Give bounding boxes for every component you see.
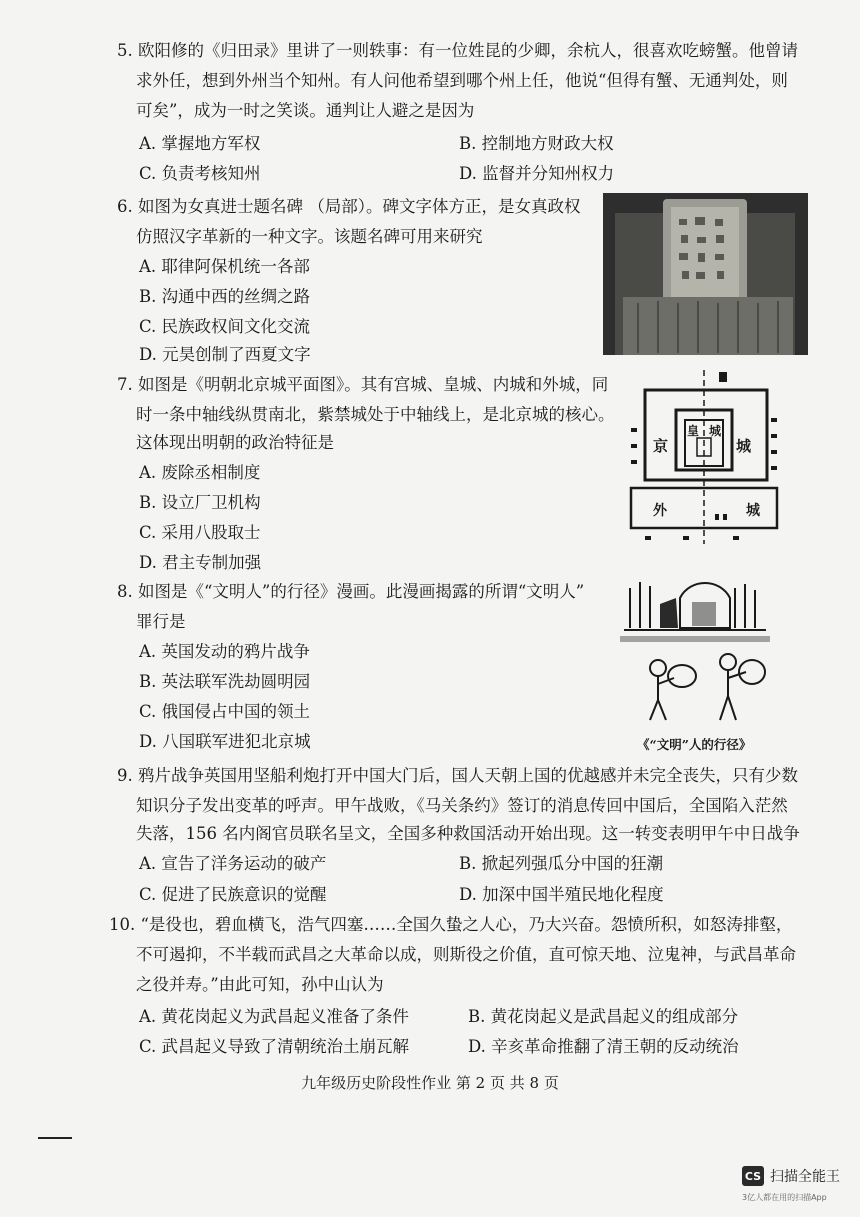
q5-stem-line-1: 5. 欧阳修的《归田录》里讲了一则轶事：有一位姓昆的少卿，余杭人，很喜欢吃螃蟹。他曾请 xyxy=(117,41,798,60)
q9-option-d: D. 加深中国半殖民地化程度 xyxy=(459,885,664,904)
camscanner-logo-icon: CS xyxy=(742,1166,764,1186)
q10-stem-line-3: 之役并寿。”由此可知，孙中山认为 xyxy=(136,975,384,994)
q6-option-a: A. 耶律阿保机统一各部 xyxy=(139,257,310,276)
q10-option-d: D. 辛亥革命推翻了清王朝的反动统治 xyxy=(468,1037,739,1056)
map-label-jing: 京 xyxy=(653,437,669,455)
watermark-tagline: 3亿人都在用的扫描App xyxy=(742,1193,827,1202)
q7-stem-line-1: 7. 如图是《明朝北京城平面图》。其有宫城、皇城、内城和外城，同 xyxy=(117,375,609,394)
page-footer: 九年级历史阶段性作业 第 2 页 共 8 页 xyxy=(301,1074,559,1092)
q8-stem-line-2: 罪行是 xyxy=(136,612,186,631)
q10-option-a: A. 黄花岗起义为武昌起义准备了条件 xyxy=(139,1007,409,1026)
q8-option-d: D. 八国联军进犯北京城 xyxy=(139,732,311,751)
cartoon-caption: 《“文明”人的行径》 xyxy=(637,737,752,752)
q9-stem-line-2: 知识分子发出变革的呼声。甲午战败，《马关条约》签订的消息传回中国后，全国陷入茫然 xyxy=(136,796,788,815)
q5-option-c: C. 负责考核知州 xyxy=(139,164,261,183)
q8-option-c: C. 俄国侵占中国的领土 xyxy=(139,702,311,721)
q7-stem-line-3: 这体现出明朝的政治特征是 xyxy=(136,433,334,452)
cartoon-illustration xyxy=(620,568,770,728)
beijing-city-map xyxy=(623,368,785,548)
q5-option-b: B. 控制地方财政大权 xyxy=(459,134,614,153)
q7-option-d: D. 君主专制加强 xyxy=(139,553,262,572)
q5-option-a: A. 掌握地方军权 xyxy=(139,134,261,153)
q6-option-d: D. 元昊创制了西夏文字 xyxy=(139,345,311,364)
map-label-cheng: 城 xyxy=(736,437,752,455)
q5-stem-line-3: 可矣”，成为一时之笑谈。通判让人避之是因为 xyxy=(136,101,475,120)
q7-stem-line-2: 时一条中轴线纵贯南北，紫禁城处于中轴线上，是北京城的核心。 xyxy=(136,405,615,424)
map-label-wai: 外 xyxy=(653,503,667,519)
q6-option-c: C. 民族政权间文化交流 xyxy=(139,317,311,336)
q6-stem-line-1: 6. 如图为女真进士题名碑 （局部）。碑文字体方正，是女真政权 xyxy=(117,197,581,216)
q6-stem-line-2: 仿照汉字革新的一种文字。该题名碑可用来研究 xyxy=(136,227,483,246)
margin-mark xyxy=(38,1137,72,1139)
watermark-name: 扫描全能王 xyxy=(770,1169,840,1185)
q7-option-b: B. 设立厂卫机构 xyxy=(139,493,261,512)
q7-option-a: A. 废除丞相制度 xyxy=(139,463,261,482)
q9-option-c: C. 促进了民族意识的觉醒 xyxy=(139,885,327,904)
q8-stem-line-1: 8. 如图是《“文明人”的行径》漫画。此漫画揭露的所谓“文明人” xyxy=(117,582,585,601)
q6-option-b: B. 沟通中西的丝绸之路 xyxy=(139,287,311,306)
scanner-watermark xyxy=(742,1166,840,1186)
q9-option-b: B. 掀起列强瓜分中国的狂潮 xyxy=(459,854,664,873)
q10-stem-line-1: 10. “是役也，碧血横飞，浩气四塞……全国久蛰之人心，乃大兴奋。怨愤所积，如怒涛排壑， xyxy=(109,915,793,934)
q9-stem-line-3: 失落，156 名内阁官员联名呈文，全国多种救国活动开始出现。这一转变表明甲午中日战争 xyxy=(136,824,800,843)
q7-option-c: C. 采用八股取士 xyxy=(139,523,261,542)
q5-option-d: D. 监督并分知州权力 xyxy=(459,164,615,183)
stele-photo xyxy=(603,193,808,355)
q9-stem-line-1: 9. 鸦片战争英国用坚船利炮打开中国大门后，国人天朝上国的优越感并未完全丧失，只有少数 xyxy=(117,766,798,785)
q10-stem-line-2: 不可遏抑，不半载而武昌之大革命以成，则斯役之价值，直可惊天地、泣鬼神，与武昌革命 xyxy=(136,945,796,964)
map-label-wai-cheng: 城 xyxy=(746,503,760,519)
q8-option-b: B. 英法联军洗劫圆明园 xyxy=(139,672,311,691)
q9-option-a: A. 宣告了洋务运动的破产 xyxy=(139,854,327,873)
q10-option-b: B. 黄花岗起义是武昌起义的组成部分 xyxy=(468,1007,739,1026)
q5-stem-line-2: 求外任，想到外州当个知州。有人问他希望到哪个州上任，他说“但得有蟹、无通判处，则 xyxy=(136,71,788,90)
map-label-huang-cheng: 城 xyxy=(709,424,722,438)
q10-option-c: C. 武昌起义导致了清朝统治土崩瓦解 xyxy=(139,1037,410,1056)
q8-option-a: A. 英国发动的鸦片战争 xyxy=(139,642,310,661)
map-label-huang: 皇 xyxy=(687,424,700,438)
